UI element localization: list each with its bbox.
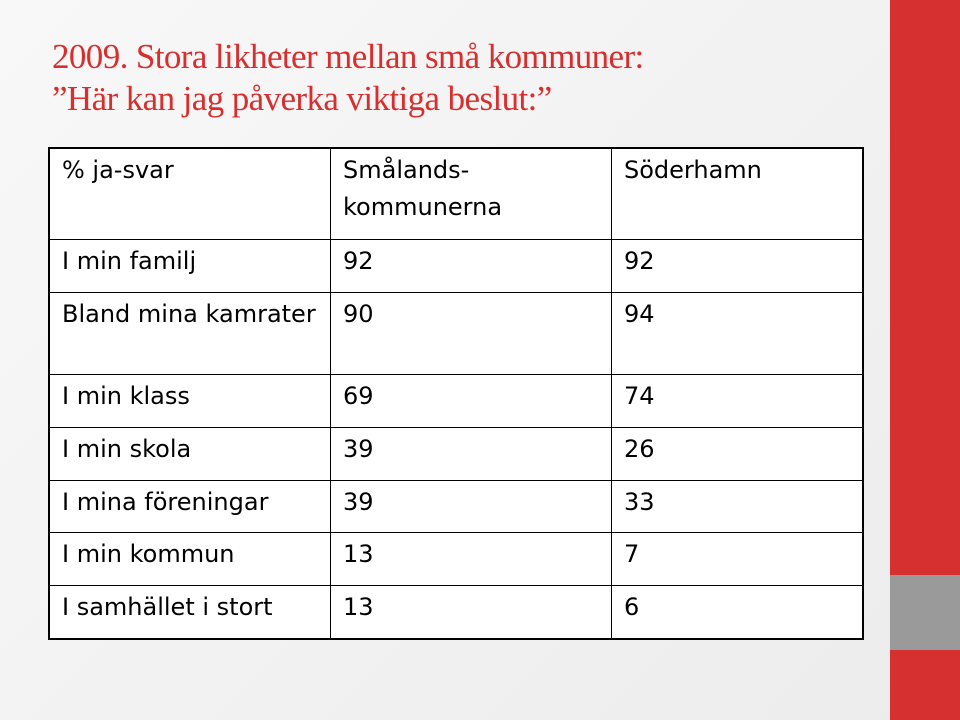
value-soderhamn: 74	[612, 374, 864, 427]
results-table	[48, 147, 864, 640]
table-row	[49, 293, 863, 374]
title-line-2: ”Här kan jag påverka viktiga beslut:”	[52, 79, 552, 118]
value-smaland: 13	[331, 533, 612, 586]
row-label: I min klass	[49, 374, 331, 427]
header-cell-ja-svar	[49, 148, 331, 240]
table-row	[49, 533, 863, 586]
table-row	[49, 374, 863, 427]
header-label: Söderhamn	[624, 156, 762, 184]
row-label: I min familj	[49, 240, 331, 293]
value-soderhamn: 7	[612, 533, 864, 586]
table-header-row	[49, 148, 863, 240]
row-label: Bland mina kamrater	[49, 293, 331, 374]
value-smaland: 13	[331, 586, 612, 639]
row-label: I samhället i stort	[49, 586, 331, 639]
table-row	[49, 480, 863, 533]
title-line-1: 2009. Stora likheter mellan små kommuner:	[52, 37, 644, 76]
value-soderhamn: 94	[612, 293, 864, 374]
decorative-side-stripe	[890, 0, 960, 720]
value-soderhamn: 33	[612, 480, 864, 533]
value-soderhamn: 26	[612, 427, 864, 480]
row-label: I mina föreningar	[49, 480, 331, 533]
decorative-grey-block	[890, 575, 960, 650]
slide-title	[52, 36, 872, 120]
value-smaland: 90	[331, 293, 612, 374]
value-soderhamn: 92	[612, 240, 864, 293]
header-label: Smålands-	[343, 156, 470, 184]
header-label: % ja-svar	[62, 156, 174, 184]
value-smaland: 92	[331, 240, 612, 293]
table-row	[49, 240, 863, 293]
header-cell-soderhamn	[612, 148, 864, 240]
row-label: I min skola	[49, 427, 331, 480]
table-row	[49, 427, 863, 480]
value-smaland: 69	[331, 374, 612, 427]
value-smaland: 39	[331, 427, 612, 480]
row-label: I min kommun	[49, 533, 331, 586]
value-smaland: 39	[331, 480, 612, 533]
header-label: kommunerna	[343, 193, 503, 221]
value-soderhamn: 6	[612, 586, 864, 639]
table-row	[49, 586, 863, 639]
header-cell-smalands	[331, 148, 612, 240]
